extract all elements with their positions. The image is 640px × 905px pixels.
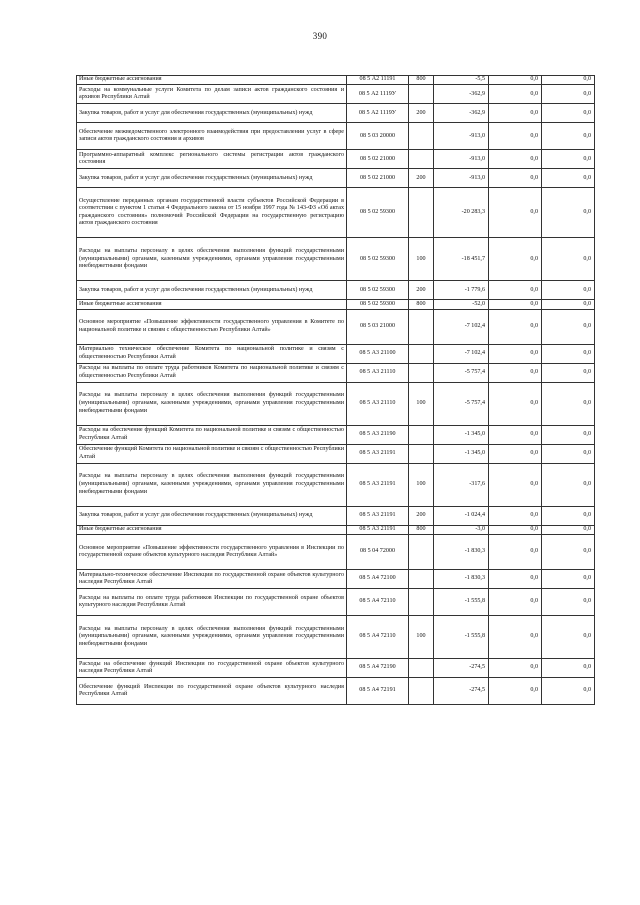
row-value-1: -5 757,4	[434, 363, 489, 382]
row-description: Программно-аппаратный комплекс регионального системы регистрации актов гражданского состояния	[77, 150, 347, 169]
row-value-2: 0,0	[489, 238, 542, 281]
row-value-2: 0,0	[489, 616, 542, 659]
row-value-3: 0,0	[542, 281, 595, 300]
row-value-2: 0,0	[489, 506, 542, 525]
row-expense-type	[409, 85, 434, 104]
row-description: Обеспечение функций Инспекции по государственной охране объектов культурного наследия Республики Алтай	[77, 678, 347, 705]
row-expense-type	[409, 363, 434, 382]
row-description: Расходы на коммунальные услуги Комитета по делам записи актов гражданского состояния и архивов Республики Алтай	[77, 85, 347, 104]
row-code: 08 5 А4 72110	[347, 589, 409, 616]
row-value-3: 0,0	[542, 104, 595, 123]
table-body	[77, 76, 595, 705]
row-value-2: 0,0	[489, 363, 542, 382]
row-value-3: 0,0	[542, 463, 595, 506]
row-expense-type	[409, 188, 434, 238]
row-description: Расходы на выплаты персоналу в целях обеспечения выполнения функций государственными (муниципальными) органами, казенными учреждениями, органами управления государственными внебюджетными фондами	[77, 238, 347, 281]
row-expense-type: 800	[409, 300, 434, 309]
row-value-2: 0,0	[489, 169, 542, 188]
row-value-2: 0,0	[489, 76, 542, 85]
row-value-2: 0,0	[489, 188, 542, 238]
row-value-1: -362,9	[434, 104, 489, 123]
row-description: Закупка товаров, работ и услуг для обеспечения государственных (муниципальных) нужд	[77, 104, 347, 123]
table-row	[77, 188, 595, 238]
row-value-3: 0,0	[542, 150, 595, 169]
row-value-1: -7 102,4	[434, 309, 489, 344]
row-code: 08 5 А3 21100	[347, 344, 409, 363]
row-expense-type: 800	[409, 525, 434, 534]
row-code: 08 5 02 59300	[347, 188, 409, 238]
table-row	[77, 104, 595, 123]
row-description: Иные бюджетные ассигнования	[77, 525, 347, 534]
row-description: Расходы на выплаты по оплате труда работников Инспекции по государственной охране объектов культурного наследия Республики Алтай	[77, 589, 347, 616]
row-value-1: -913,0	[434, 169, 489, 188]
row-code: 08 5 02 21000	[347, 169, 409, 188]
row-value-2: 0,0	[489, 123, 542, 150]
row-value-2: 0,0	[489, 678, 542, 705]
row-expense-type	[409, 425, 434, 444]
row-code: 08 5 А3 21191	[347, 525, 409, 534]
row-value-2: 0,0	[489, 659, 542, 678]
table-row	[77, 150, 595, 169]
row-expense-type	[409, 570, 434, 589]
row-value-1: -1 830,3	[434, 535, 489, 570]
row-expense-type: 200	[409, 506, 434, 525]
row-code: 08 5 А3 21191	[347, 506, 409, 525]
row-description: Расходы на выплаты персоналу в целях обеспечения выполнения функций государственными (муниципальными) органами, казенными учреждениями, органами управления государственными внебюджетными фондами	[77, 382, 347, 425]
row-value-3: 0,0	[542, 525, 595, 534]
row-value-1: -362,9	[434, 85, 489, 104]
row-value-3: 0,0	[542, 425, 595, 444]
row-description: Закупка товаров, работ и услуг для обеспечения государственных (муниципальных) нужд	[77, 281, 347, 300]
row-code: 08 5 А4 72191	[347, 678, 409, 705]
row-value-3: 0,0	[542, 506, 595, 525]
row-expense-type: 100	[409, 238, 434, 281]
table-row	[77, 506, 595, 525]
row-value-1: -913,0	[434, 150, 489, 169]
table-row	[77, 444, 595, 463]
row-value-1: -1 779,6	[434, 281, 489, 300]
row-value-2: 0,0	[489, 382, 542, 425]
row-value-3: 0,0	[542, 300, 595, 309]
table-row	[77, 659, 595, 678]
row-code: 08 5 02 59300	[347, 300, 409, 309]
table-row	[77, 678, 595, 705]
table-row	[77, 309, 595, 344]
table-row	[77, 123, 595, 150]
row-value-3: 0,0	[542, 188, 595, 238]
row-expense-type	[409, 589, 434, 616]
row-value-1: -20 283,3	[434, 188, 489, 238]
table-row	[77, 425, 595, 444]
row-value-2: 0,0	[489, 463, 542, 506]
row-code: 08 5 А2 1119У	[347, 104, 409, 123]
row-value-2: 0,0	[489, 444, 542, 463]
table-row	[77, 76, 595, 85]
row-description: Закупка товаров, работ и услуг для обеспечения государственных (муниципальных) нужд	[77, 506, 347, 525]
row-description: Расходы на выплаты по оплате труда работников Комитета по национальной политике и связям с общественностью Республики Алтай	[77, 363, 347, 382]
page-number: 390	[312, 31, 328, 41]
row-description: Обеспечение межведомственного электронного взаимодействия при предоставлении услуг в сфере записи актов гражданского состояния и архивов	[77, 123, 347, 150]
row-value-3: 0,0	[542, 309, 595, 344]
row-value-2: 0,0	[489, 425, 542, 444]
row-expense-type: 100	[409, 616, 434, 659]
row-description: Иные бюджетные ассигнования	[77, 76, 347, 85]
row-value-1: -317,6	[434, 463, 489, 506]
row-description: Обеспечение функций Комитета по национальной политике и связям с общественностью Республики Алтай	[77, 444, 347, 463]
row-description: Основное мероприятие «Повышение эффективности государственного управления в Комитете по национальной политике и связям с общественностью Республики Алтай»	[77, 309, 347, 344]
row-value-2: 0,0	[489, 589, 542, 616]
row-value-2: 0,0	[489, 85, 542, 104]
row-description: Материально-техническое обеспечение Инспекции по государственной охране объектов культурного наследия Республики Алтай	[77, 570, 347, 589]
row-code: 08 5 А3 21110	[347, 382, 409, 425]
row-value-1: -913,0	[434, 123, 489, 150]
row-description: Материально техническое обеспечение Комитета по национальной политике и связям с общественностью Республики Алтай	[77, 344, 347, 363]
table-row	[77, 85, 595, 104]
row-value-1: -3,0	[434, 525, 489, 534]
table-row	[77, 535, 595, 570]
row-value-3: 0,0	[542, 616, 595, 659]
row-description: Расходы на обеспечение функций Инспекции по государственной охране объектов культурного наследия Республики Алтай	[77, 659, 347, 678]
row-code: 08 5 А3 21190	[347, 425, 409, 444]
row-value-3: 0,0	[542, 382, 595, 425]
row-code: 08 5 А2 11191	[347, 76, 409, 85]
row-description: Расходы на выплаты персоналу в целях обеспечения выполнения функций государственными (муниципальными) органами, казенными учреждениями, органами управления государственными внебюджетными фондами	[77, 463, 347, 506]
row-code: 08 5 02 59300	[347, 238, 409, 281]
table-row	[77, 589, 595, 616]
row-value-3: 0,0	[542, 76, 595, 85]
row-value-2: 0,0	[489, 104, 542, 123]
row-description: Расходы на выплаты персоналу в целях обеспечения выполнения функций государственными (муниципальными) органами, казенными учреждениями, органами управления государственными внебюджетными фондами	[77, 616, 347, 659]
row-value-1: -1 024,4	[434, 506, 489, 525]
row-value-1: -1 830,3	[434, 570, 489, 589]
row-value-3: 0,0	[542, 169, 595, 188]
row-value-2: 0,0	[489, 525, 542, 534]
row-value-3: 0,0	[542, 570, 595, 589]
row-value-1: -1 345,0	[434, 425, 489, 444]
row-value-3: 0,0	[542, 678, 595, 705]
row-value-2: 0,0	[489, 344, 542, 363]
row-value-2: 0,0	[489, 150, 542, 169]
table-row	[77, 363, 595, 382]
row-value-3: 0,0	[542, 344, 595, 363]
row-value-3: 0,0	[542, 238, 595, 281]
table-row	[77, 281, 595, 300]
row-value-1: -1 555,8	[434, 589, 489, 616]
row-code: 08 5 03 20000	[347, 123, 409, 150]
row-code: 08 5 02 21000	[347, 150, 409, 169]
row-value-1: -52,0	[434, 300, 489, 309]
row-value-1: -274,5	[434, 659, 489, 678]
row-value-1: -18 451,7	[434, 238, 489, 281]
row-expense-type: 200	[409, 281, 434, 300]
row-expense-type	[409, 659, 434, 678]
row-value-2: 0,0	[489, 570, 542, 589]
row-expense-type	[409, 123, 434, 150]
row-value-3: 0,0	[542, 659, 595, 678]
row-value-3: 0,0	[542, 535, 595, 570]
row-value-1: -1 555,8	[434, 616, 489, 659]
row-expense-type	[409, 150, 434, 169]
row-value-2: 0,0	[489, 281, 542, 300]
row-code: 08 5 02 59300	[347, 281, 409, 300]
row-code: 08 5 04 72000	[347, 535, 409, 570]
table-row	[77, 344, 595, 363]
row-code: 08 5 А2 1119У	[347, 85, 409, 104]
row-value-2: 0,0	[489, 535, 542, 570]
row-code: 08 5 03 21000	[347, 309, 409, 344]
table-row	[77, 238, 595, 281]
table-row	[77, 616, 595, 659]
row-value-3: 0,0	[542, 123, 595, 150]
row-value-1: -274,5	[434, 678, 489, 705]
row-value-1: -7 102,4	[434, 344, 489, 363]
table-row	[77, 169, 595, 188]
row-value-3: 0,0	[542, 363, 595, 382]
row-code: 08 5 А4 72190	[347, 659, 409, 678]
row-description: Основное мероприятие «Повышение эффективности государственного управления в Инспекции по государственной охране объектов культурного наследия Республики Алтай»	[77, 535, 347, 570]
row-expense-type	[409, 309, 434, 344]
row-value-3: 0,0	[542, 444, 595, 463]
table-row	[77, 463, 595, 506]
row-expense-type: 800	[409, 76, 434, 85]
row-expense-type	[409, 678, 434, 705]
row-description: Осуществление переданных органам государственной власти субъектов Российской Федерации в соответствии с пунктом 1 статьи 4 Федерального закона от 15 ноября 1997 года № 143-ФЗ «Об актах гражданского состояния» полномочий Российской Федерации на государственную регистрацию актов гражданского состояния	[77, 188, 347, 238]
row-expense-type: 200	[409, 104, 434, 123]
row-expense-type: 100	[409, 463, 434, 506]
row-value-3: 0,0	[542, 589, 595, 616]
row-code: 08 5 А3 21191	[347, 444, 409, 463]
table-row	[77, 570, 595, 589]
row-value-2: 0,0	[489, 300, 542, 309]
row-value-1: -1 345,0	[434, 444, 489, 463]
row-expense-type	[409, 344, 434, 363]
table-row	[77, 382, 595, 425]
row-value-2: 0,0	[489, 309, 542, 344]
table-row	[77, 525, 595, 534]
row-description: Закупка товаров, работ и услуг для обеспечения государственных (муниципальных) нужд	[77, 169, 347, 188]
row-expense-type	[409, 444, 434, 463]
row-description: Иные бюджетные ассигнования	[77, 300, 347, 309]
row-value-1: -5 757,4	[434, 382, 489, 425]
table-row	[77, 300, 595, 309]
row-expense-type: 200	[409, 169, 434, 188]
row-code: 08 5 А3 21191	[347, 463, 409, 506]
row-code: 08 5 А3 21110	[347, 363, 409, 382]
row-expense-type: 100	[409, 382, 434, 425]
row-value-1: -5,5	[434, 76, 489, 85]
row-code: 08 5 А4 72110	[347, 616, 409, 659]
row-code: 08 5 А4 72100	[347, 570, 409, 589]
budget-table	[76, 75, 595, 705]
row-value-3: 0,0	[542, 85, 595, 104]
row-description: Расходы на обеспечение функций Комитета по национальной политике и связям с общественностью Республики Алтай	[77, 425, 347, 444]
row-expense-type	[409, 535, 434, 570]
